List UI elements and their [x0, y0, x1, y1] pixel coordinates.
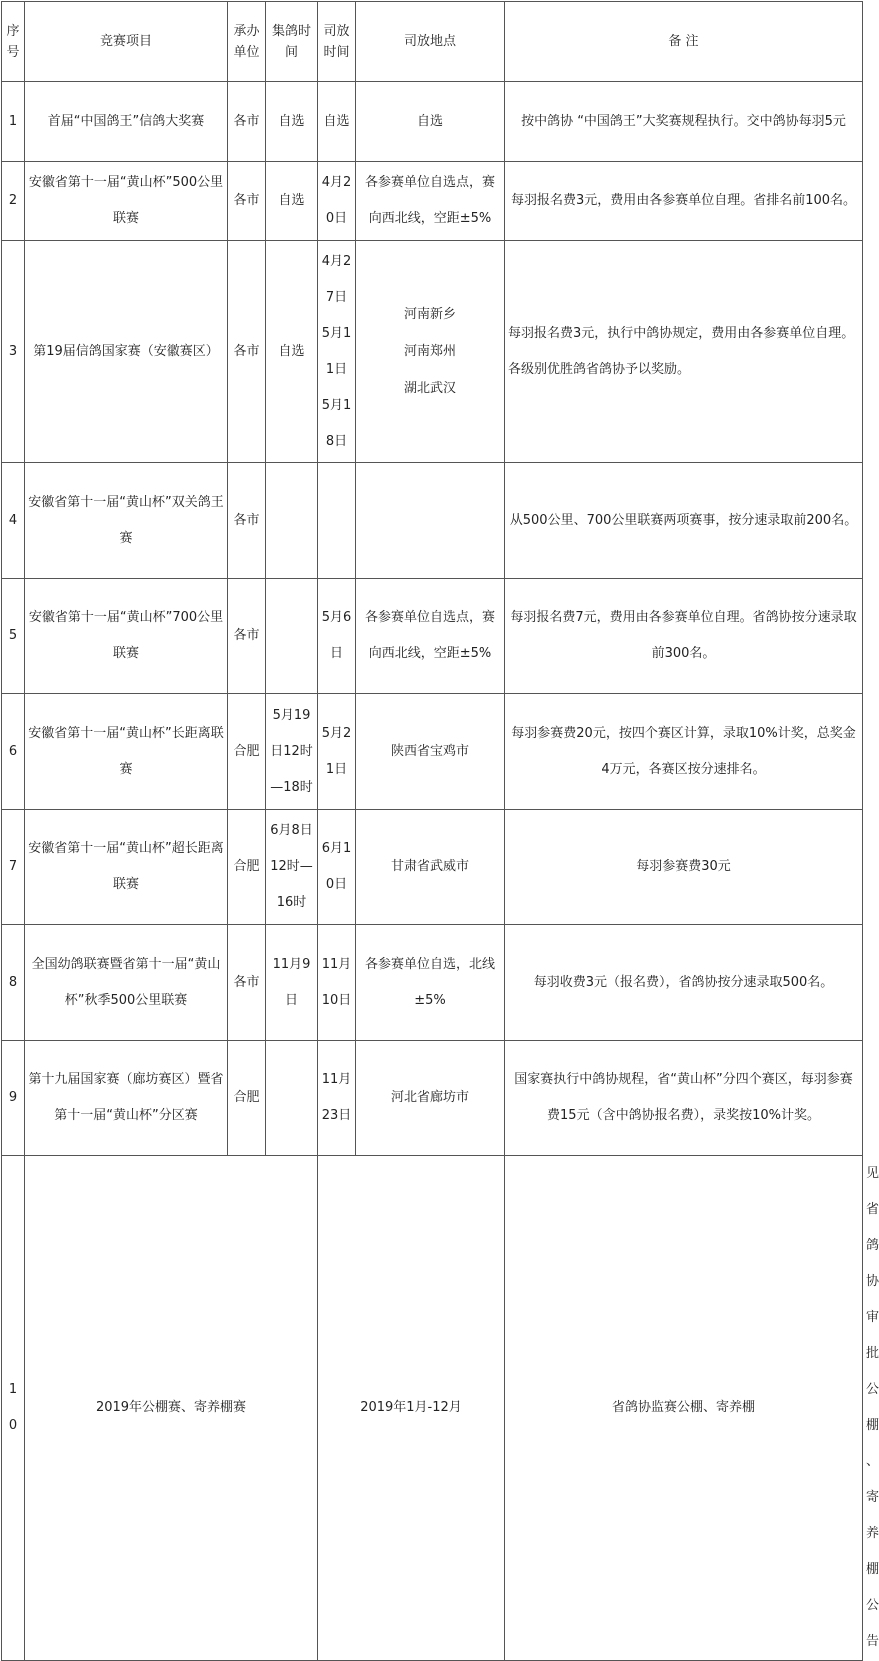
row-location: 自选	[356, 82, 505, 162]
race-schedule-table	[1, 1, 879, 1661]
row-release-time: 6月10日	[318, 810, 356, 925]
row-release-time: 5月6日	[318, 579, 356, 694]
location-line: 河南新乡	[403, 307, 456, 322]
row-event: 安徽省第十一届“黄山杯”500公里联赛	[25, 162, 228, 241]
row-collect-time: 6月8日12时—16时	[266, 810, 318, 925]
row-collect-time: 11月9日	[266, 925, 318, 1041]
table-row: 10 2019年公棚赛、寄养棚赛 2019年1月-12月 省鸽协监赛公棚、寄养棚 见省鸽协审批公棚、寄养棚公告	[2, 1156, 863, 1661]
row-remarks: 每羽参赛费30元	[505, 810, 863, 925]
table-row	[2, 694, 863, 810]
table-row	[2, 579, 863, 694]
row-no: 8	[2, 925, 25, 1041]
row-remarks: 每羽报名费3元，执行中鸽协规定，费用由各参赛单位自理。各级别优胜鸽省鸽协予以奖励。	[505, 241, 863, 463]
row-no: 10	[2, 1156, 25, 1661]
row-location	[356, 241, 505, 463]
row-host: 各市	[228, 162, 266, 241]
row-remarks: 国家赛执行中鸽协规程，省“黄山杯”分四个赛区，每羽参赛费15元（含中鸽协报名费），录奖按10%计奖。	[505, 1041, 863, 1156]
row-event: 全国幼鸽联赛暨省第十一届“黄山杯”秋季500公里联赛	[25, 925, 228, 1041]
table-row	[2, 162, 863, 241]
header-row	[2, 2, 863, 82]
row-collect-time: 自选	[266, 162, 318, 241]
row-release-time: 11月10日	[318, 925, 356, 1041]
table-row	[2, 82, 863, 162]
row-location: 河北省廊坊市	[356, 1041, 505, 1156]
row-host: 合肥	[228, 694, 266, 810]
location-line: 湖北武汉	[403, 381, 456, 396]
table-row	[2, 1041, 863, 1156]
row-event: 第十九届国家赛（廊坊赛区）暨省第十一届“黄山杯”分区赛	[25, 1041, 228, 1156]
row-collect-time: 自选	[266, 82, 318, 162]
row-no: 2	[2, 162, 25, 241]
row-host: 各市	[228, 82, 266, 162]
row-host: 合肥	[228, 1041, 266, 1156]
table-row	[2, 810, 863, 925]
row-location: 各参赛单位自选，北线±5%	[356, 925, 505, 1041]
row-no: 4	[2, 463, 25, 579]
row-event: 安徽省第十一届“黄山杯”700公里联赛	[25, 579, 228, 694]
row-event: 安徽省第十一届“黄山杯”长距离联赛	[25, 694, 228, 810]
row-period: 2019年1月-12月	[318, 1156, 505, 1661]
table-row	[2, 925, 863, 1041]
row-location: 各参赛单位自选点，赛向西北线，空距±5%	[356, 579, 505, 694]
header-host: 承办单位	[228, 2, 266, 82]
row-location: 各参赛单位自选点，赛向西北线，空距±5%	[356, 162, 505, 241]
row-remarks: 每羽参赛费20元，按四个赛区计算，录取10%计奖，总奖金4万元，各赛区按分速排名。	[505, 694, 863, 810]
row-location: 省鸽协监赛公棚、寄养棚	[505, 1156, 863, 1661]
row-collect-time	[266, 579, 318, 694]
table-row	[2, 463, 863, 579]
row-location: 甘肃省武威市	[356, 810, 505, 925]
row-event: 安徽省第十一届“黄山杯”超长距离联赛	[25, 810, 228, 925]
table-row	[2, 241, 863, 463]
row-no: 1	[2, 82, 25, 162]
row-location: 陕西省宝鸡市	[356, 694, 505, 810]
row-collect-time: 5月19日12时—18时	[266, 694, 318, 810]
header-collect-time: 集鸽时间	[266, 2, 318, 82]
row-no: 9	[2, 1041, 25, 1156]
row-release-time	[318, 463, 356, 579]
row-release-time: 11月23日	[318, 1041, 356, 1156]
row-remarks: 每羽报名费3元，费用由各参赛单位自理。省排名前100名。	[505, 162, 863, 241]
row-remarks: 每羽收费3元（报名费），省鸽协按分速录取500名。	[505, 925, 863, 1041]
row-host: 各市	[228, 925, 266, 1041]
row-host: 各市	[228, 241, 266, 463]
row-event: 首届“中国鸽王”信鸽大奖赛	[25, 82, 228, 162]
row-no: 6	[2, 694, 25, 810]
row-event: 2019年公棚赛、寄养棚赛	[25, 1156, 318, 1661]
row-no: 5	[2, 579, 25, 694]
row-host: 各市	[228, 579, 266, 694]
row-collect-time	[266, 1041, 318, 1156]
row-collect-time	[266, 463, 318, 579]
header-no: 序号	[2, 2, 25, 82]
header-event: 竞赛项目	[25, 2, 228, 82]
row-release-time: 5月21日	[318, 694, 356, 810]
row-remarks: 每羽报名费7元，费用由各参赛单位自理。省鸽协按分速录取前300名。	[505, 579, 863, 694]
location-line: 河南郑州	[403, 344, 456, 359]
row-collect-time: 自选	[266, 241, 318, 463]
row-event: 安徽省第十一届“黄山杯”双关鸽王赛	[25, 463, 228, 579]
header-release-time: 司放时间	[318, 2, 356, 82]
row-release-time: 4月20日	[318, 162, 356, 241]
row-location	[356, 463, 505, 579]
row-event: 第19届信鸽国家赛（安徽赛区）	[25, 241, 228, 463]
row-no: 3	[2, 241, 25, 463]
header-remarks: 备 注	[505, 2, 863, 82]
row-release-time: 4月27日 5月11日 5月18日	[318, 241, 356, 463]
row-remarks: 从500公里、700公里联赛两项赛事，按分速录取前200名。	[505, 463, 863, 579]
header-release-location: 司放地点	[356, 2, 505, 82]
row-remarks: 按中鸽协 “中国鸽王”大奖赛规程执行。交中鸽协每羽5元	[505, 82, 863, 162]
row-host: 各市	[228, 463, 266, 579]
row-no: 7	[2, 810, 25, 925]
row-release-time: 自选	[318, 82, 356, 162]
row-host: 合肥	[228, 810, 266, 925]
